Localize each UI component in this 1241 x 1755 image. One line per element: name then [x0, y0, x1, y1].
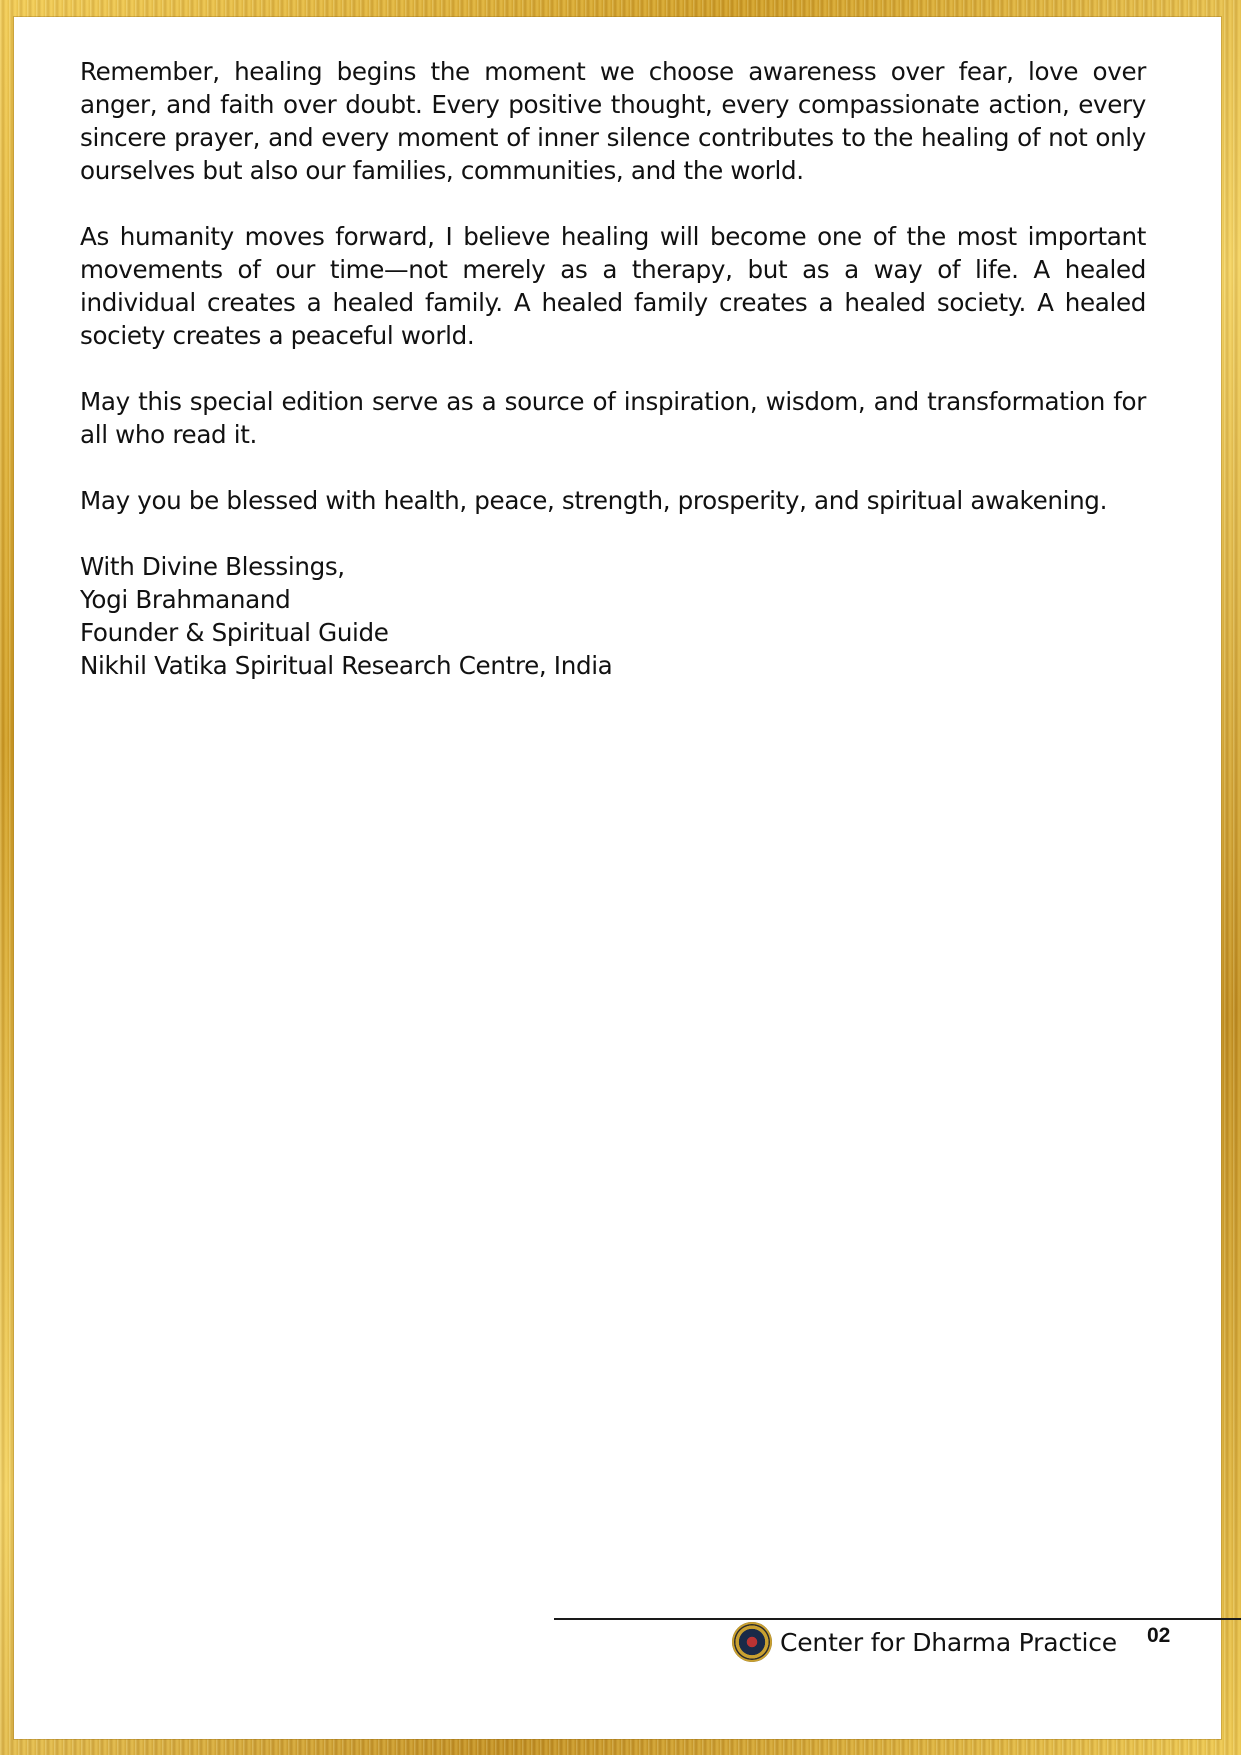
signature-name: Yogi Brahmanand [80, 585, 291, 614]
paragraph-2: As humanity moves forward, I believe healing will become one of the most important movements of our time—not merely as a therapy, but as a way of life. A healed individual creates a healed family. A healed family creates a healed society. A healed society creates a peaceful world. [80, 222, 1146, 350]
dharma-wheel-emblem-icon [732, 1622, 772, 1662]
footer-title: Center for Dharma Practice [780, 1627, 1117, 1657]
letter-body [80, 55, 1146, 682]
paragraph-3: May this special edition serve as a source of inspiration, wisdom, and transformation for all who read it. [80, 387, 1146, 449]
paragraph-4: May you be blessed with health, peace, strength, prosperity, and spiritual awakening. [80, 486, 1108, 515]
signature-block [80, 550, 1146, 682]
footer-divider [554, 1618, 1241, 1620]
signature-closing: With Divine Blessings, [80, 552, 345, 581]
signature-role: Founder & Spiritual Guide [80, 618, 389, 647]
paragraph-1: Remember, healing begins the moment we choose awareness over fear, love over anger, and faith over doubt. Every positive thought, every compassionate action, every sincere prayer, and every moment of inner silence contributes to the healing of not only ourselves but also our families, communities, and the world. [80, 57, 1146, 185]
page-number: 02 [1147, 1624, 1171, 1647]
signature-organization: Nikhil Vatika Spiritual Research Centre, India [80, 651, 613, 680]
footer [732, 1621, 1117, 1663]
